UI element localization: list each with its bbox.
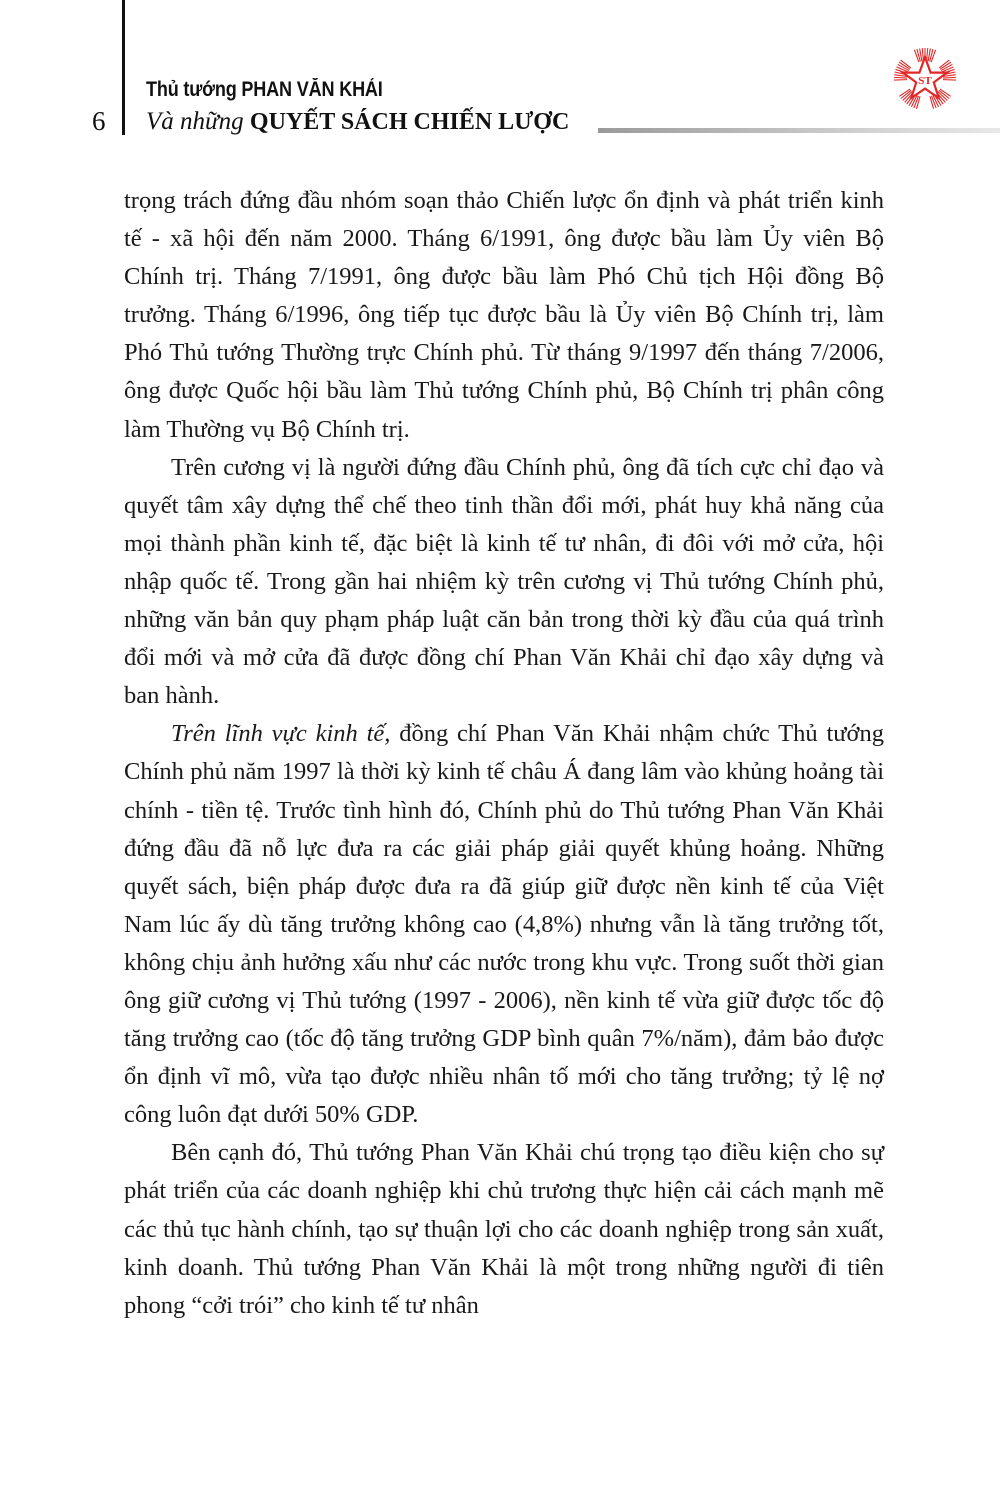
subtitle-italic-part: Và những [146, 108, 250, 135]
logo-monogram: ST [918, 75, 932, 87]
paragraph-4: Bên cạnh đó, Thủ tướng Phan Văn Khải chú trọng tạo điều kiện cho sự phát triển của các doanh nghiệp khi chủ trương thực hiện cải cách mạnh mẽ các thủ tục hành chính, tạo sự thuận lợi cho các doanh nghiệp trong sản xuất, kinh doanh. Thủ tướng Phan Văn Khải là một trong những người đi tiên phong “cởi trói” cho kinh tế tư nhân [124, 1139, 884, 1319]
header-vertical-bar [122, 0, 125, 135]
star-logo-icon [893, 47, 957, 111]
subtitle-bold-part: QUYẾT SÁCH CHIẾN LƯỢC [249, 109, 570, 135]
paragraph-2: Trên cương vị là người đứng đầu Chính phủ, ông đã tích cực chỉ đạo và quyết tâm xây dựng thể chế theo tinh thần đổi mới, phát huy khả năng của mọi thành phần kinh tế, đặc biệt là kinh tế tư nhân, đi đôi với mở cửa, hội nhập quốc tế. Trong gần hai nhiệm kỳ trên cương vị Thủ tướng Chính phủ, những văn bản quy phạm pháp luật căn bản trong thời kỳ đầu của quá trình đổi mới và mở cửa đã được đồng chí Phan Văn Khải chỉ đạo xây dựng và ban hành. [124, 453, 884, 710]
paragraph-3 [124, 715, 884, 1134]
logo-ray [916, 96, 920, 108]
logo-ray [943, 77, 956, 78]
header-rule [598, 128, 1000, 133]
publisher-logo-icon [893, 47, 957, 111]
running-header-title: Thủ tướng PHAN VĂN KHẢI [146, 78, 383, 101]
running-header-subtitle [146, 108, 569, 136]
page-number: 6 [92, 106, 106, 136]
body-text [124, 182, 884, 1325]
logo-ray [930, 96, 934, 108]
paragraph-1: trọng trách đứng đầu nhóm soạn thảo Chiến lược ổn định và phát triển kinh tế - xã hội đến năm 2000. Tháng 6/1991, ông được bầu làm Ủy viên Bộ Chính trị. Tháng 7/1991, ông được bầu làm Phó Chủ tịch Hội đồng Bộ trưởng. Tháng 6/1996, ông tiếp tục được bầu là Ủy viên Bộ Chính trị, làm Phó Thủ tướng Thường trực Chính phủ. Từ tháng 9/1997 đến tháng 7/2006, ông được Quốc hội bầu làm Thủ tướng Chính phủ, Bộ Chính trị phân công làm Thường vụ Bộ Chính trị. [124, 187, 884, 443]
paragraph-3-lead-italic: Trên lĩnh vực kinh tế, [171, 720, 391, 748]
logo-ray [894, 77, 907, 78]
paragraph-3-text: đồng chí Phan Văn Khải nhậm chức Thủ tướng Chính phủ năm 1997 là thời kỳ kinh tế châu Á đang lâm vào khủng hoảng tài chính - tiền tệ. Trước tình hình đó, Chính phủ do Thủ tướng Phan Văn Khải đứng đầu đã nỗ lực đưa ra các giải pháp giải quyết khủng hoảng. Những quyết sách, biện pháp được đưa ra đã giúp giữ được nền kinh tế của Việt Nam lúc ấy dù tăng trưởng không cao (4,8%) nhưng vẫn là tăng trưởng tốt, không chịu ảnh hưởng xấu như các nước trong khu vực. Trong suốt thời gian ông giữ cương vị Thủ tướng (1997 - 2006), nền kinh tế vừa giữ được tốc độ tăng trưởng cao (tốc độ tăng trưởng GDP bình quân 7%/năm), đảm bảo được ổn định vĩ mô, vừa tạo được nhiều nhân tố mới cho tăng trưởng; tỷ lệ nợ công luôn đạt dưới 50% GDP. [124, 720, 884, 1129]
